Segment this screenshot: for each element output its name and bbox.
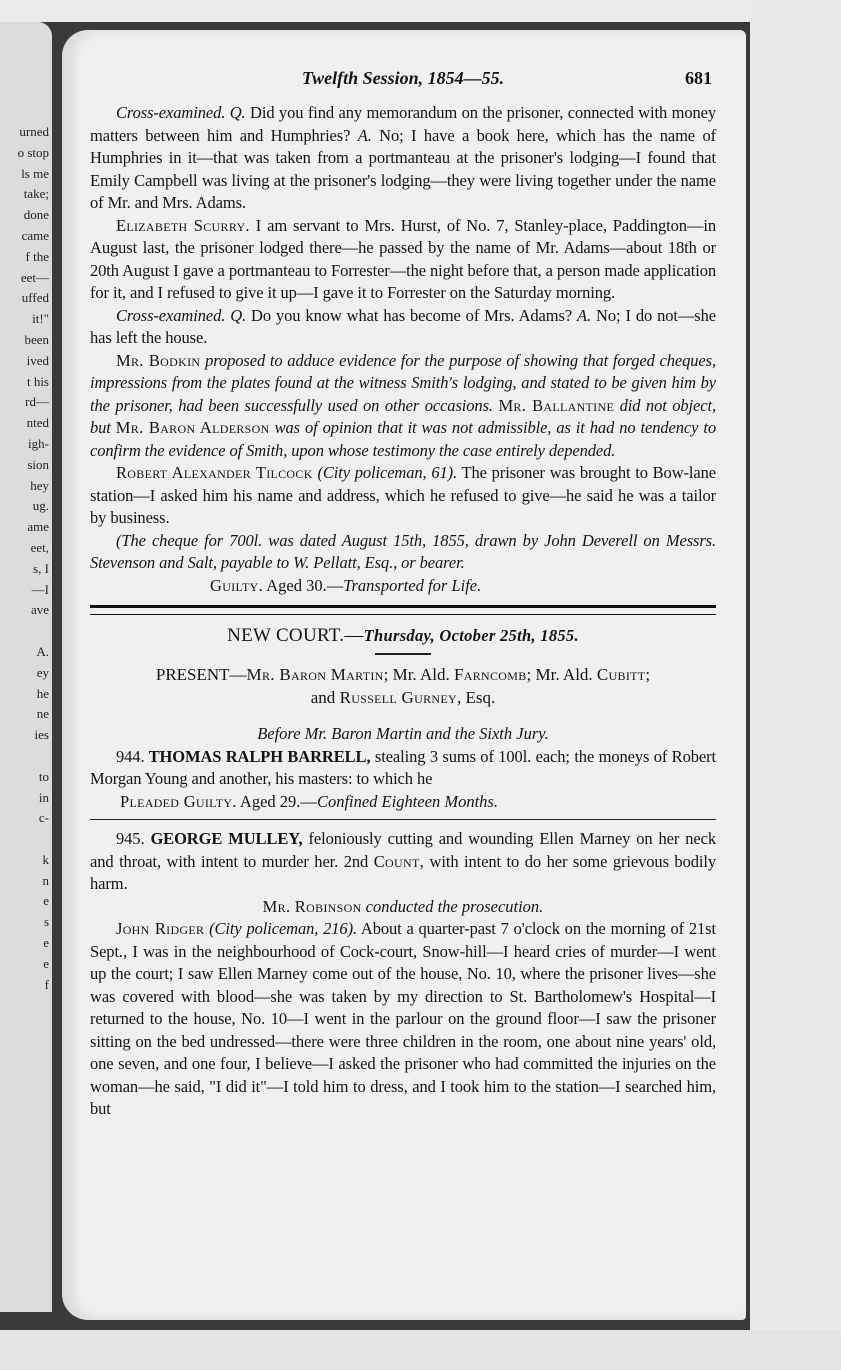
alderman-name: Farncomb: [454, 665, 527, 684]
counsel-proposal-paragraph: [90, 350, 716, 463]
witness-testimony-paragraph: [90, 462, 716, 530]
witness-testimony-paragraph: [90, 215, 716, 305]
scan-right-margin: [750, 0, 841, 1370]
witness-role: (City policeman, 61).: [312, 463, 458, 482]
facing-page-fragment: ame: [27, 519, 49, 535]
cross-examination-paragraph: [90, 102, 716, 215]
answer-marker: A.: [357, 125, 372, 145]
ruling-text: was of opinion that it was not admissible, as it had no tendency to confirm the evidence of Smith, upon whose testimony the case entirely depended.: [90, 418, 716, 460]
cheque-note: (The cheque for 700l. was dated August 15th, 1855, drawn by John Deverell on Messrs. Stevenson and Salt, payable to W. Pellatt, Esq., or bearer.: [90, 530, 716, 572]
case-divider: [90, 819, 716, 820]
case-944-paragraph: [90, 746, 716, 791]
charge-text: with intent to do her some grievous bodily harm.: [90, 851, 716, 893]
counsel-name: Mr. Bodkin: [116, 350, 201, 370]
page-number: 681: [685, 68, 712, 88]
sentence: Confined Eighteen Months.: [316, 791, 498, 811]
present-judges-line: [90, 686, 716, 709]
facing-page-fragment: f the: [25, 248, 49, 264]
charge-text: stealing 3 sums of 100l. each; the moneys of Robert Morgan Young and another, his masters: to which he: [90, 746, 716, 788]
facing-page-fragment: c-: [38, 810, 49, 826]
prosecution-line: [90, 896, 716, 919]
facing-page-text-fragments: [18, 122, 49, 995]
witness-name: John Ridger: [116, 919, 205, 938]
sentence: Transported for Life.: [343, 575, 482, 595]
count-label: Count,: [373, 851, 424, 871]
cross-examined-label: Cross-examined.: [116, 305, 226, 325]
facing-page-fragment: s: [43, 914, 49, 930]
answer-text: No; I do not—she has left the house.: [90, 305, 717, 347]
facing-page-fragment: ave: [30, 602, 49, 618]
testimony-text: I am servant to Mrs. Hurst, of No. 7, Stanley-place, Paddington—in August last, the prisoner lodged there—he passed by the name of Mr. Adams—about 18th or 20th August I gave a portmanteau to Forrester—the night before that, a person made application for it, and I refused to give it up—I gave it to Forrester on the Saturday morning.: [90, 215, 716, 302]
facing-page-fragment: k: [42, 851, 49, 867]
facing-page-fragment: done: [23, 207, 49, 223]
separator-text: ;: [645, 665, 651, 684]
facing-page-fragment: e: [43, 935, 49, 951]
plea-line: [120, 791, 716, 814]
facing-page-fragment: e: [43, 893, 49, 909]
judge-name: Mr. Baron Alderson: [115, 418, 270, 437]
facing-page-fragment: igh-: [28, 435, 49, 451]
facing-page-fragment: o stop: [17, 144, 49, 160]
recorder-name: Russell Gurney: [339, 688, 457, 707]
testimony-text: About a quarter-past 7 o'clock on the morning of 21st Sept., I was in the neighbourhood of Cock-court, Snow-hill—I heard cries of murder—I went up the court; I saw Ellen Marney come out of the house, No. 10, where the prisoner lives—she was covered with blood—she was taken by my direction to St. Bartholomew's Hospital—I returned to the house, No. 10—I went in the parlour on the ground floor—I saw the prisoner sitting on the bed undressed—there were three children in the room, one about nine years' old, one seven, and one four, I believe—I asked the prisoner who had committed the injuries on the woman—he said, "I did it"—I told him to dress, and I took him to the station—I searched him, but: [90, 919, 716, 1118]
facing-page-fragment: [18, 829, 49, 850]
facing-page-fragment: nted: [26, 415, 49, 431]
facing-page-fragment: [18, 746, 49, 767]
question-text: Do you know what has become of Mrs. Adams?: [246, 305, 578, 325]
alderman-name: Cubitt: [596, 665, 646, 684]
witness-testimony-paragraph: [90, 918, 716, 1121]
heading-rule: [375, 653, 431, 655]
judge-name: Mr. Baron Martin: [246, 665, 384, 684]
facing-page-fragment: uffed: [21, 290, 49, 306]
facing-page-fragment: A.: [36, 643, 49, 659]
separator-text: and: [310, 688, 340, 707]
facing-page-fragment: came: [21, 227, 49, 243]
page-content: [90, 68, 716, 1121]
facing-page-fragment: hey: [30, 477, 49, 493]
facing-page-fragment: ies: [34, 727, 49, 743]
witness-name: Elizabeth Scurry.: [116, 215, 250, 235]
section-divider: [90, 605, 716, 615]
running-title: Twelfth Session, 1854—55.: [301, 68, 505, 88]
cross-examination-paragraph: [90, 305, 716, 350]
facing-page-fragment: urned: [19, 124, 49, 139]
case-945-paragraph: [90, 828, 716, 896]
defendant-name: THOMAS RALPH BARRELL,: [144, 746, 371, 766]
testimony-text: The prisoner was brought to Bow-lane station—I asked him his name and address, which he refused to give—he said he was a tailor by business.: [90, 463, 716, 527]
facing-page-fragment: rd—: [25, 394, 49, 410]
question-marker: Q.: [229, 103, 246, 122]
proposal-text: did not object, but: [90, 395, 716, 437]
proposal-text: proposed to adduce evidence for the purpose of showing that forged cheques, impressions from the plates found at the witness Smith's lodging, and stated to be given him by the prisoner, had been successfully used on other occasions.: [90, 350, 716, 415]
court-title: NEW COURT.—: [227, 625, 364, 646]
separator-text: ; Mr. Ald.: [383, 665, 454, 684]
prisoner-age: Aged 30.—: [263, 575, 344, 595]
question-text: Did you find any memorandum on the prisoner, connected with money matters between him and Humphries?: [90, 103, 716, 145]
court-date: Thursday, October 25th, 1855.: [363, 626, 579, 645]
before-jury-line: Before Mr. Baron Martin and the Sixth Jury.: [257, 724, 549, 743]
facing-page-fragment: —I: [31, 581, 49, 597]
facing-page-fragment: eet,: [30, 539, 49, 555]
cross-examined-label: Cross-examined.: [116, 103, 226, 122]
facing-page-fragment: f: [44, 976, 49, 992]
charge-text: feloniously cutting and wounding Ellen Marney on her neck and throat, with intent to murder her. 2nd: [90, 829, 716, 871]
scan-top-margin: [0, 0, 841, 22]
facing-page-fragment: been: [24, 331, 49, 347]
facing-page-fragment: n: [42, 872, 49, 888]
facing-page-fragment: take;: [23, 186, 49, 202]
prosecutor-name: Mr. Robinson: [262, 896, 362, 916]
facing-page-fragment: to: [38, 768, 49, 784]
facing-page-fragment: [18, 621, 49, 642]
prisoner-age: Aged 29.—: [236, 791, 317, 811]
verdict-label: Guilty.: [210, 575, 264, 595]
case-number: 944.: [116, 746, 145, 766]
verdict-line: [210, 575, 716, 598]
spacer: [90, 709, 716, 723]
witness-name: Robert Alexander Tilcock: [116, 463, 313, 482]
facing-page-fragment: ey: [36, 664, 49, 680]
counsel-name: Mr. Ballantine: [498, 395, 615, 415]
present-label: PRESENT—: [155, 665, 247, 684]
facing-page-fragment: t his: [26, 373, 49, 389]
facing-page-fragment: ug.: [32, 498, 49, 514]
facing-page-fragment: ls me: [21, 165, 49, 181]
scan-bottom-margin: [0, 1330, 841, 1370]
prosecution-text: conducted the prosecution.: [361, 896, 544, 916]
facing-page-edge: [0, 22, 52, 1312]
facing-page-fragment: e: [43, 955, 49, 971]
facing-page-fragment: eet—: [20, 269, 49, 285]
facing-page-fragment: in: [38, 789, 49, 805]
facing-page-fragment: sion: [27, 456, 49, 472]
case-number: 945.: [116, 829, 145, 848]
defendant-name: GEORGE MULLEY,: [144, 829, 303, 848]
facing-page-fragment: he: [36, 685, 49, 701]
plea-label: Pleaded Guilty.: [120, 791, 237, 811]
answer-text: No; I have a book here, which has the name of Humphries in it—that was taken from a portmanteau at the prisoner's lodging—I found that Emily Campbell was living at the prisoner's lodging—they were living together under the name of Mr. and Mrs. Adams.: [90, 125, 716, 212]
separator-text: ; Mr. Ald.: [526, 665, 597, 684]
separator-text: , Esq.: [456, 688, 496, 707]
running-head: [90, 68, 716, 102]
witness-role: (City policeman, 216).: [204, 919, 357, 938]
book-page: [62, 30, 746, 1320]
facing-page-fragment: ne: [36, 706, 49, 722]
facing-page-fragment: ived: [26, 352, 49, 368]
question-marker: Q.: [230, 305, 247, 325]
answer-marker: A.: [577, 305, 592, 325]
present-judges-line: [90, 663, 716, 686]
facing-page-fragment: it!": [32, 311, 49, 327]
facing-page-fragment: s, I: [33, 560, 49, 576]
court-heading: [90, 625, 716, 647]
